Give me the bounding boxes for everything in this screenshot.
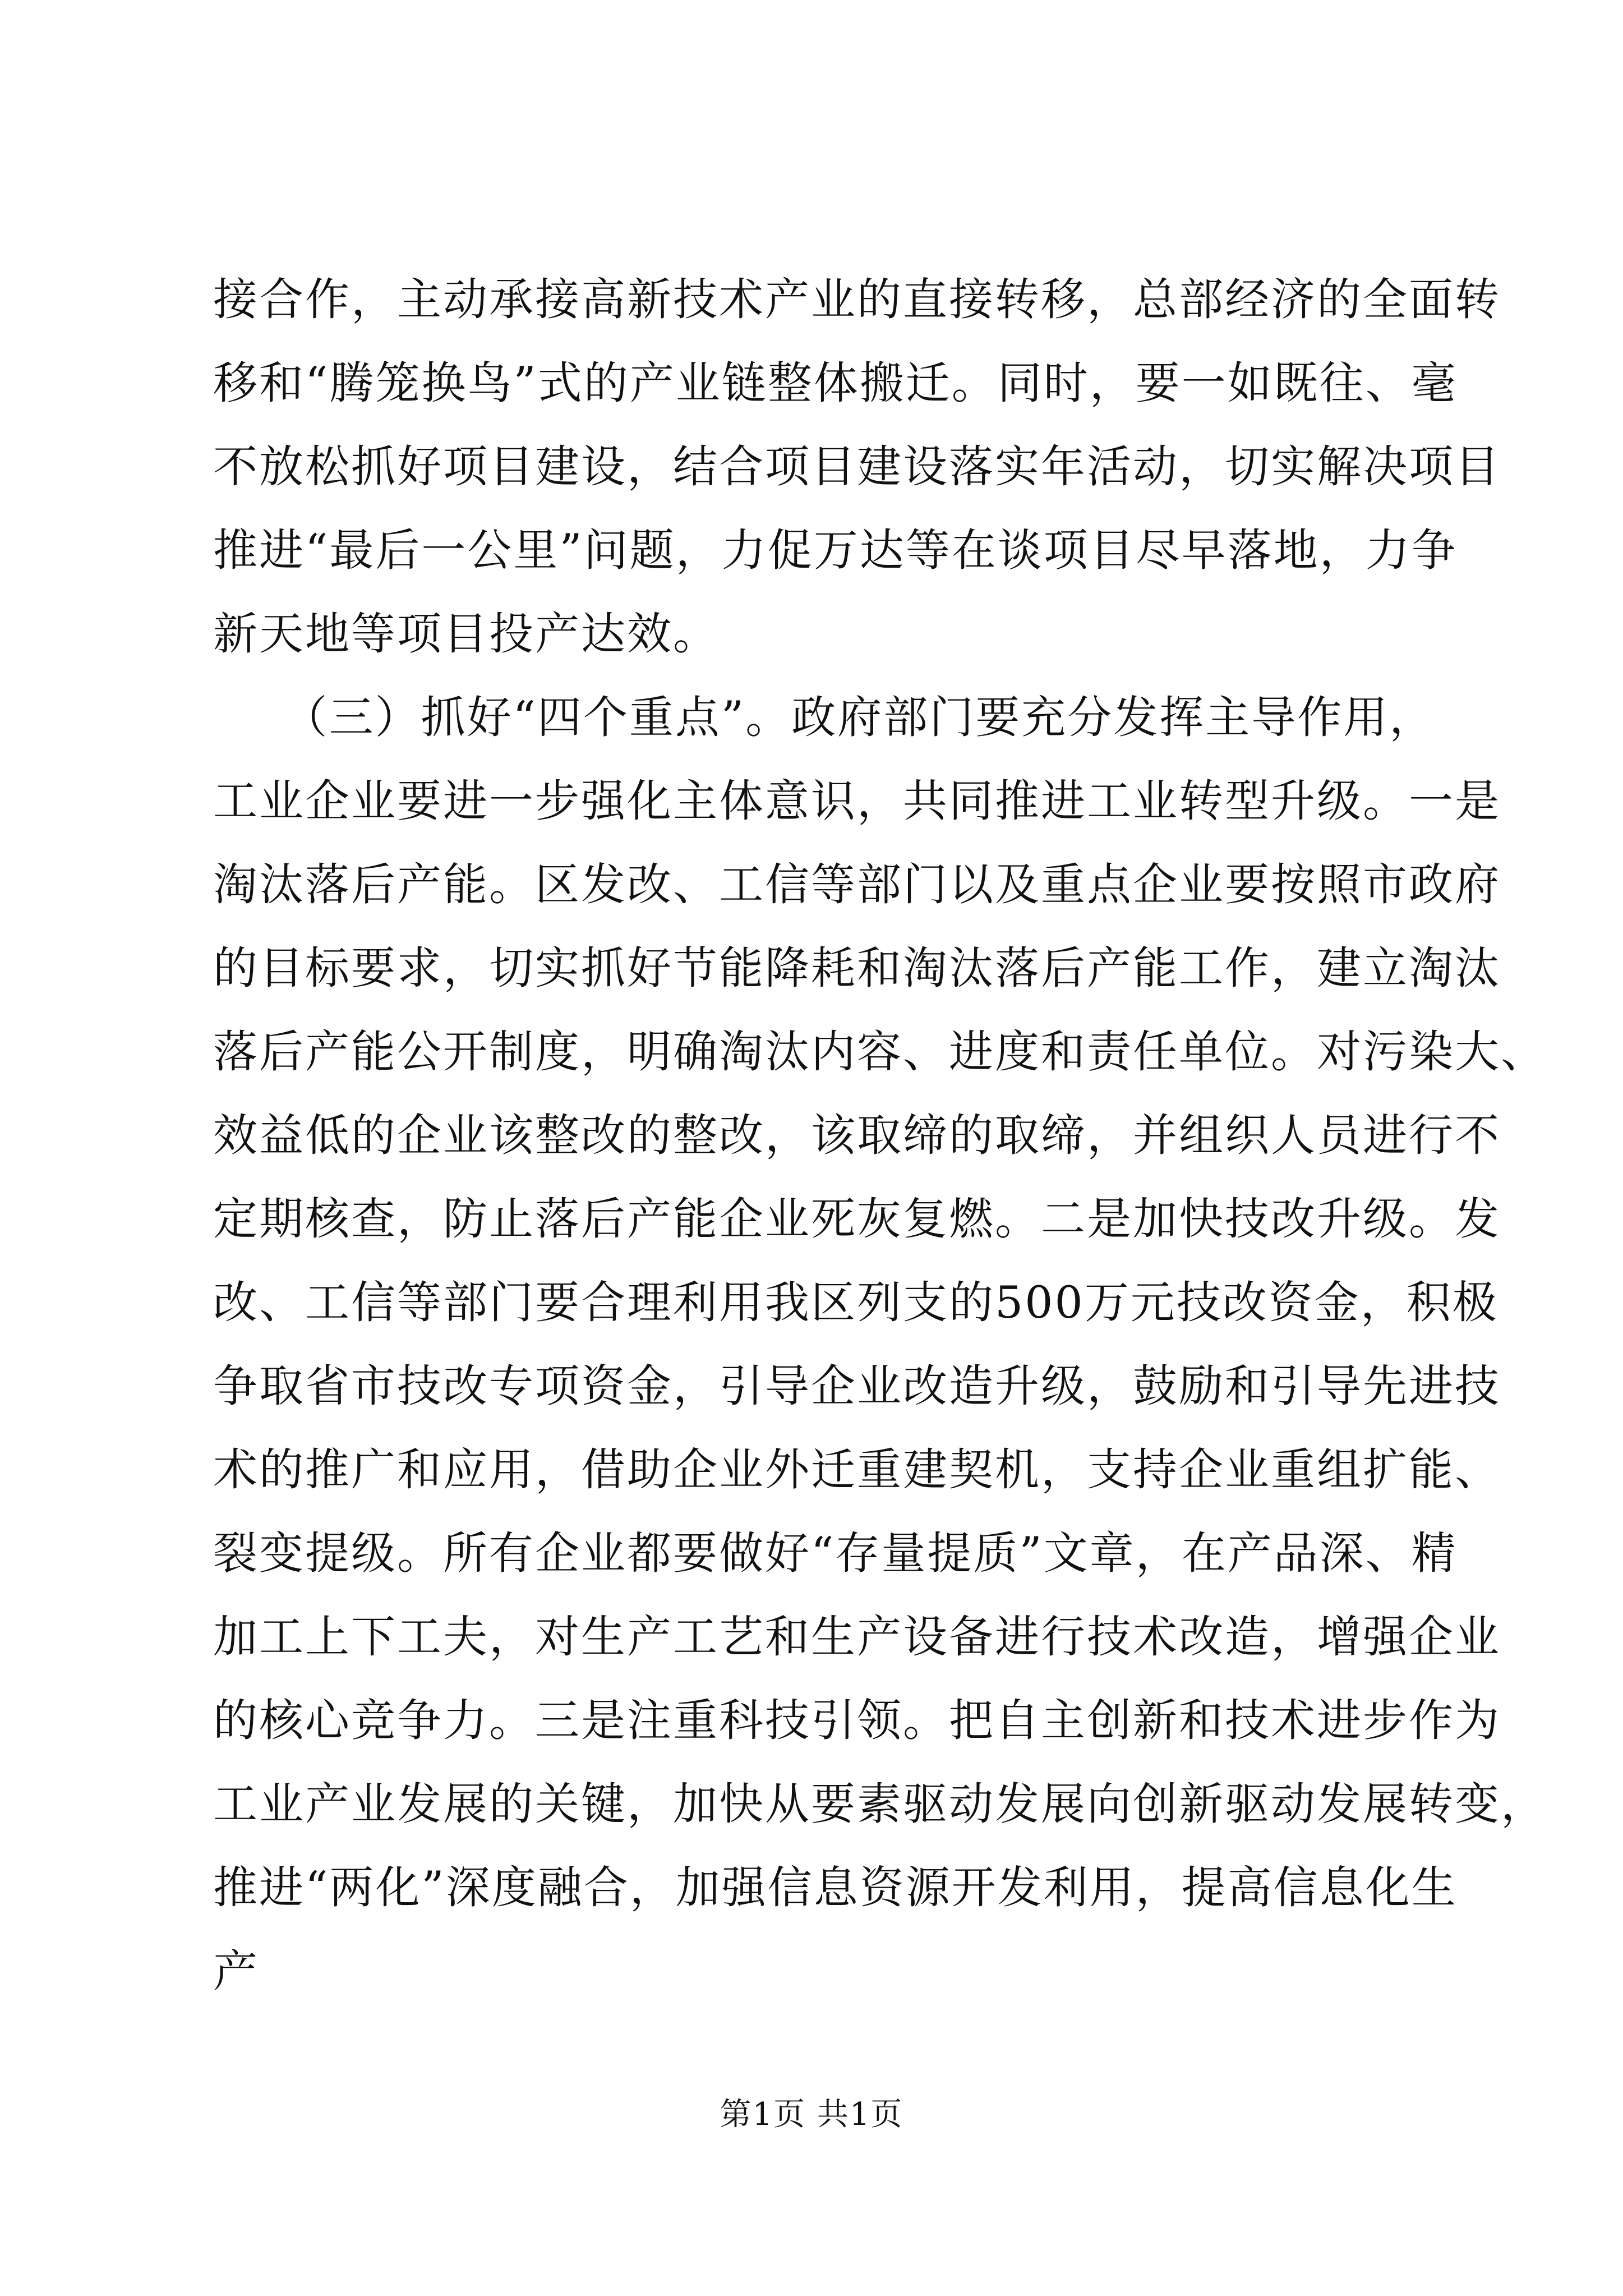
- page-number-footer: 第1页 共1页: [720, 2096, 903, 2133]
- text-line: 术的推广和应用，借助企业外迁重建契机，支持企业重组扩能、: [213, 1444, 1501, 1496]
- text-line: 裂变提级。所有企业都要做好“存量提质”文章，在产品深、精: [213, 1527, 1458, 1579]
- text-line: 争取省市技改专项资金，引导企业改造升级，鼓励和引导先进技: [213, 1360, 1501, 1412]
- text-line: 推进“两化”深度融合，加强信息资源开发利用，提高信息化生: [213, 1862, 1458, 1913]
- text-line: 的目标要求，切实抓好节能降耗和淘汰落后产能工作，建立淘汰: [213, 942, 1501, 994]
- text-line: 新天地等项目投产达效。: [213, 608, 719, 660]
- text-line: 移和“腾笼换鸟”式的产业链整体搬迁。同时，要一如既往、毫: [213, 357, 1458, 409]
- body-text: [213, 258, 1547, 2013]
- text-line: 推进“最后一公里”问题，力促万达等在谈项目尽早落地，力争: [213, 524, 1458, 576]
- text-line: 效益低的企业该整改的整改，该取缔的取缔，并组织人员进行不: [213, 1110, 1501, 1161]
- text-line: 的核心竞争力。三是注重科技引领。把自主创新和技术进步作为: [213, 1695, 1501, 1746]
- text-line: 定期核查，防止落后产能企业死灰复燃。二是加快技改升级。发: [213, 1193, 1501, 1245]
- text-line: 工业企业要进一步强化主体意识，共同推进工业转型升级。一是: [213, 775, 1501, 827]
- text-line: 改、工信等部门要合理利用我区列支的500万元技改资金，积极: [213, 1277, 1498, 1328]
- text-line: 接合作，主动承接高新技术产业的直接转移，总部经济的全面转: [213, 274, 1501, 325]
- text-line: 产: [213, 1945, 259, 1997]
- text-line: 落后产能公开制度，明确淘汰内容、进度和责任单位。对污染大、: [213, 1026, 1547, 1078]
- text-line: 工业产业发展的关键，加快从要素驱动发展向创新驱动发展转变，: [213, 1778, 1547, 1830]
- text-line: 不放松抓好项目建设，结合项目建设落实年活动，切实解决项目: [213, 441, 1501, 493]
- text-line: 加工上下工夫，对生产工艺和生产设备进行技术改造，增强企业: [213, 1611, 1501, 1663]
- text-line: 淘汰落后产能。区发改、工信等部门以及重点企业要按照市政府: [213, 859, 1501, 910]
- text-line: （三）抓好“四个重点”。政府部门要充分发挥主导作用，: [213, 692, 1436, 743]
